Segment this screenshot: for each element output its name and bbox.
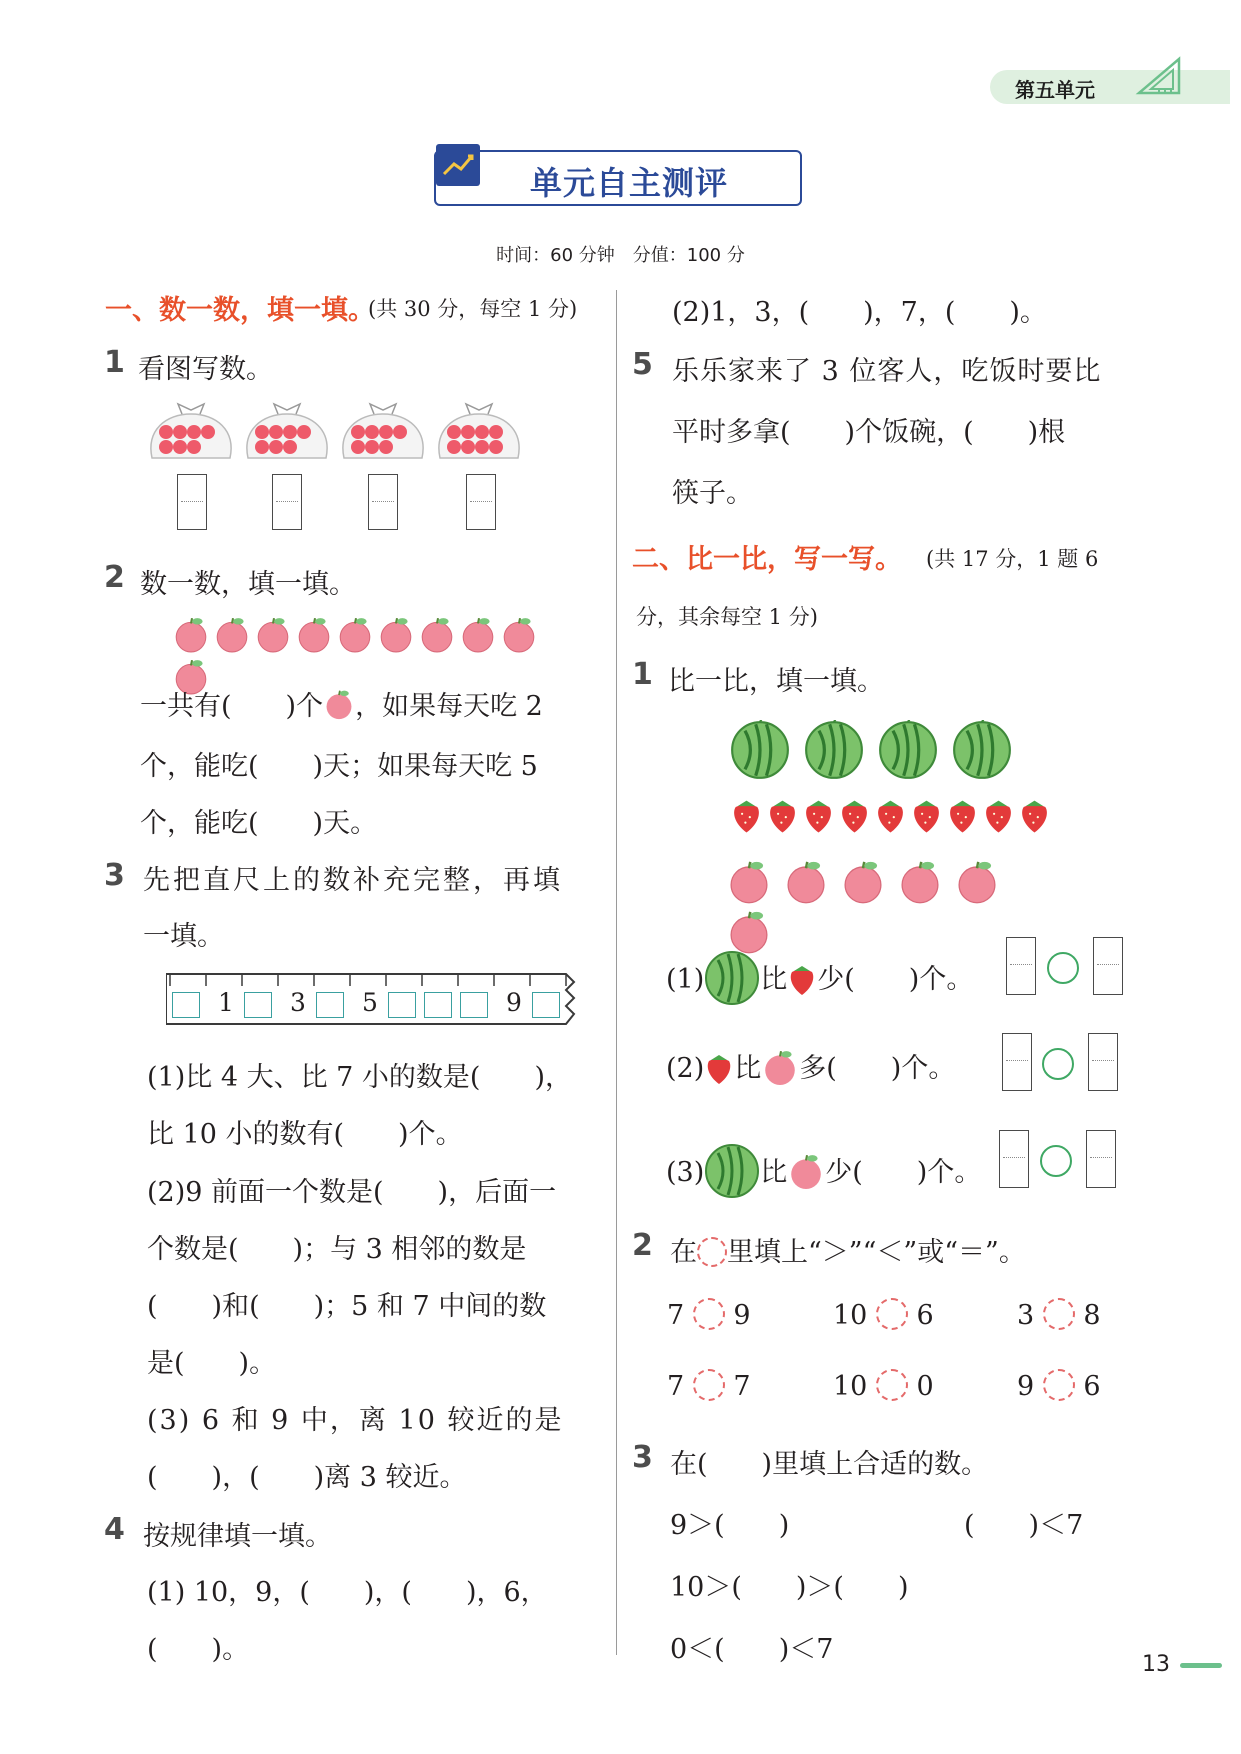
q3-p2-line4: 是( )。 bbox=[147, 1348, 277, 1379]
q2-number: 2 bbox=[104, 560, 125, 595]
ruler-number: 9 bbox=[506, 988, 522, 1017]
pair-right: 0 bbox=[916, 1371, 934, 1402]
answer-box[interactable] bbox=[272, 474, 302, 530]
ruler-blank-box[interactable] bbox=[532, 992, 560, 1018]
q2-line1-b: ，如果每天吃 2 bbox=[355, 691, 543, 722]
compare-word2: 少( )个。 bbox=[825, 1157, 982, 1188]
pair-right: 7 bbox=[733, 1371, 751, 1402]
compare-blank-circle[interactable] bbox=[1043, 1369, 1075, 1401]
strawberry-icon bbox=[704, 1052, 734, 1086]
q3-p2-line3: ( )和( )；5 和 7 中间的数 bbox=[147, 1291, 547, 1322]
q2-line3: 个，能吃( )天。 bbox=[140, 808, 378, 839]
strawberry-icon bbox=[982, 797, 1015, 835]
apple-bag-icon bbox=[338, 400, 428, 465]
ruler-number: 1 bbox=[218, 988, 234, 1017]
q5-line3: 筷子。 bbox=[672, 478, 753, 509]
compare-prefix: (2) bbox=[666, 1053, 705, 1084]
ruler-number: 5 bbox=[362, 988, 378, 1017]
compare-prefix: (1) bbox=[666, 964, 705, 995]
apple-icon bbox=[377, 615, 415, 653]
q2-line2: 个，能吃( )天；如果每天吃 5 bbox=[140, 751, 538, 782]
strawberry-icon bbox=[946, 797, 979, 835]
compare-blank-circle[interactable] bbox=[876, 1369, 908, 1401]
s2q1-text: 比一比，填一填。 bbox=[668, 666, 884, 697]
s2q3-number: 3 bbox=[632, 1440, 653, 1475]
apple-row bbox=[172, 615, 572, 657]
ruler-number: 3 bbox=[290, 988, 306, 1017]
compare-blank-circle[interactable] bbox=[876, 1298, 908, 1330]
fill-item: 9＞( ) bbox=[670, 1510, 790, 1541]
apple-icon bbox=[323, 688, 355, 720]
trend-chart-icon bbox=[434, 142, 490, 194]
watermelon-icon bbox=[730, 720, 790, 780]
strawberry-icon bbox=[1018, 797, 1051, 835]
compare-word1: 比 bbox=[760, 964, 788, 995]
q3-p1-line2: 比 10 小的数有( )个。 bbox=[147, 1119, 463, 1150]
apple-icon bbox=[172, 615, 210, 653]
compare-prefix: (3) bbox=[666, 1157, 705, 1188]
apple-icon bbox=[726, 908, 772, 954]
q4-number: 4 bbox=[104, 1512, 125, 1547]
section1-heading: 一、数一数，填一填。 bbox=[105, 295, 375, 326]
compare-circle[interactable] bbox=[1047, 952, 1079, 984]
s2q2-number: 2 bbox=[632, 1228, 653, 1263]
apple-bag-icon bbox=[242, 400, 332, 465]
section1-note: (共 30 分，每空 1 分) bbox=[368, 297, 578, 321]
answer-box[interactable] bbox=[1086, 1130, 1116, 1188]
strawberry-icon bbox=[838, 797, 871, 835]
ruler bbox=[166, 972, 576, 1024]
page-accent-bar bbox=[1180, 1663, 1222, 1668]
strawberry-icon bbox=[802, 797, 835, 835]
column-divider bbox=[616, 290, 617, 1655]
page-number: 13 bbox=[1142, 1652, 1170, 1677]
q3-p1-line1: (1)比 4 大、比 7 小的数是( )， bbox=[147, 1062, 572, 1093]
apple-icon bbox=[783, 858, 829, 904]
pair-right: 8 bbox=[1083, 1300, 1101, 1331]
fill-item: 0＜( )＜7 bbox=[670, 1634, 834, 1665]
pair-right: 6 bbox=[1083, 1371, 1101, 1402]
answer-box[interactable] bbox=[1088, 1033, 1118, 1091]
section2-note-line2: 分，其余每空 1 分) bbox=[636, 605, 818, 629]
apple-icon bbox=[500, 615, 538, 653]
q4-p2: (2)1，3，( )，7，( )。 bbox=[672, 297, 1047, 328]
apple-icon bbox=[897, 858, 943, 904]
compare-blank-circle[interactable] bbox=[693, 1369, 725, 1401]
compare-word2: 多( )个。 bbox=[799, 1053, 956, 1084]
q2-line1-a: 一共有( )个 bbox=[140, 691, 324, 722]
answer-box[interactable] bbox=[466, 474, 496, 530]
q5-line2: 平时多拿( )个饭碗，( )根 bbox=[672, 417, 1066, 448]
apple-row bbox=[726, 858, 1056, 904]
answer-box[interactable] bbox=[999, 1130, 1029, 1188]
apple-icon bbox=[213, 615, 251, 653]
compare-pair bbox=[1017, 1369, 1101, 1402]
pair-left: 9 bbox=[1017, 1371, 1035, 1402]
q3-text-line2: 一填。 bbox=[143, 921, 224, 952]
ruler-blank-box[interactable] bbox=[424, 992, 452, 1018]
compare-pair bbox=[1017, 1298, 1101, 1331]
compare-circle[interactable] bbox=[1042, 1048, 1074, 1080]
s2q3-text: 在( )里填上合适的数。 bbox=[670, 1449, 989, 1480]
pair-right: 9 bbox=[733, 1300, 751, 1331]
compare-word1: 比 bbox=[760, 1157, 788, 1188]
compare-blank-circle[interactable] bbox=[693, 1298, 725, 1330]
compare-row-2 bbox=[666, 1046, 955, 1086]
ruler-blank-box[interactable] bbox=[388, 992, 416, 1018]
fill-item: ( )＜7 bbox=[964, 1510, 1084, 1541]
answer-box[interactable] bbox=[177, 474, 207, 530]
pair-right: 6 bbox=[916, 1300, 934, 1331]
watermelon-row bbox=[730, 720, 1030, 784]
pair-left: 10 bbox=[833, 1300, 868, 1331]
apple-icon bbox=[954, 858, 1000, 904]
q1-text: 看图写数。 bbox=[138, 354, 273, 385]
compare-row-1 bbox=[666, 950, 973, 1006]
answer-box[interactable] bbox=[368, 474, 398, 530]
compare-row-3 bbox=[666, 1143, 981, 1199]
unit-label: 第五单元 bbox=[1015, 78, 1095, 102]
apple-icon bbox=[336, 615, 374, 653]
ruler-blank-box[interactable] bbox=[316, 992, 344, 1018]
watermelon-icon bbox=[804, 720, 864, 780]
q3-p2-line1: (2)9 前面一个数是( )，后面一 bbox=[147, 1177, 557, 1208]
s2q2-text-b: 里填上“＞”“＜”或“＝”。 bbox=[727, 1237, 1026, 1268]
dashed-circle-icon bbox=[697, 1237, 727, 1267]
apple-icon bbox=[840, 858, 886, 904]
pair-left: 10 bbox=[833, 1371, 868, 1402]
compare-pair bbox=[667, 1369, 751, 1402]
ruler-blank-box[interactable] bbox=[172, 992, 200, 1018]
answer-box[interactable] bbox=[1093, 937, 1123, 995]
compare-pair bbox=[667, 1298, 751, 1331]
strawberry-icon bbox=[766, 797, 799, 835]
s2q1-number: 1 bbox=[632, 657, 653, 692]
compare-pair bbox=[833, 1369, 934, 1402]
apple-bag-icon bbox=[434, 400, 524, 465]
fill-item: 10＞( )＞( ) bbox=[670, 1572, 909, 1603]
q4-p1-line1: (1) 10，9，( )，( )，6， bbox=[147, 1577, 548, 1608]
watermelon-icon bbox=[878, 720, 938, 780]
pair-left: 7 bbox=[667, 1300, 685, 1331]
compare-word1: 比 bbox=[734, 1053, 762, 1084]
q5-number: 5 bbox=[632, 347, 653, 382]
q5-line1: 乐乐家来了 3 位客人，吃饭时要比 bbox=[672, 356, 1102, 387]
ruler-blank-box[interactable] bbox=[460, 992, 488, 1018]
answer-box[interactable] bbox=[1006, 937, 1036, 995]
apple-icon bbox=[418, 615, 456, 653]
s2q2-text-a: 在 bbox=[670, 1237, 697, 1268]
strawberry-icon bbox=[874, 797, 907, 835]
compare-word2: 少( )个。 bbox=[817, 964, 974, 995]
watermelon-icon bbox=[704, 1143, 760, 1199]
apple-bag-icon bbox=[146, 400, 236, 465]
q3-p3-line1: (3) 6 和 9 中，离 10 较近的是 bbox=[147, 1405, 564, 1436]
ruler-blank-box[interactable] bbox=[244, 992, 272, 1018]
strawberry-icon bbox=[730, 797, 763, 835]
q2-text: 数一数，填一填。 bbox=[140, 569, 356, 600]
apple-icon bbox=[254, 615, 292, 653]
strawberry-icon bbox=[910, 797, 943, 835]
page-title: 单元自主测评 bbox=[530, 164, 729, 202]
q4-p1-line2: ( )。 bbox=[147, 1634, 250, 1665]
apple-icon bbox=[761, 1048, 799, 1086]
q3-p3-line2: ( )，( )离 3 较近。 bbox=[147, 1462, 467, 1493]
apple-icon bbox=[459, 615, 497, 653]
watermelon-icon bbox=[704, 950, 760, 1006]
q3-p2-line2: 个数是( )；与 3 相邻的数是 bbox=[147, 1234, 527, 1265]
q3-text-line1: 先把直尺上的数补充完整，再填 bbox=[143, 865, 563, 896]
pair-left: 7 bbox=[667, 1371, 685, 1402]
apple-icon bbox=[295, 615, 333, 653]
s2q2-text bbox=[670, 1230, 1026, 1269]
triangle-ruler-icon bbox=[1135, 55, 1185, 97]
q3-number: 3 bbox=[104, 858, 125, 893]
q2-line1 bbox=[140, 684, 543, 723]
section2-note-line1: (共 17 分，1 题 6 bbox=[926, 547, 1099, 571]
apple-icon bbox=[726, 858, 772, 904]
q4-text: 按规律填一填。 bbox=[143, 1521, 332, 1552]
pair-left: 3 bbox=[1017, 1300, 1035, 1331]
compare-pair bbox=[833, 1298, 934, 1331]
watermelon-icon bbox=[952, 720, 1012, 780]
strawberry-row bbox=[730, 797, 1060, 839]
strawberry-icon bbox=[787, 963, 817, 997]
compare-circle[interactable] bbox=[1040, 1145, 1072, 1177]
exam-meta: 时间：60 分钟 分值：100 分 bbox=[496, 245, 745, 266]
apple-icon bbox=[787, 1152, 825, 1190]
q1-number: 1 bbox=[104, 345, 125, 380]
apple-bags bbox=[146, 400, 536, 465]
compare-blank-circle[interactable] bbox=[1043, 1298, 1075, 1330]
section2-heading: 二、比一比，写一写。 bbox=[632, 544, 902, 575]
answer-box[interactable] bbox=[1002, 1033, 1032, 1091]
